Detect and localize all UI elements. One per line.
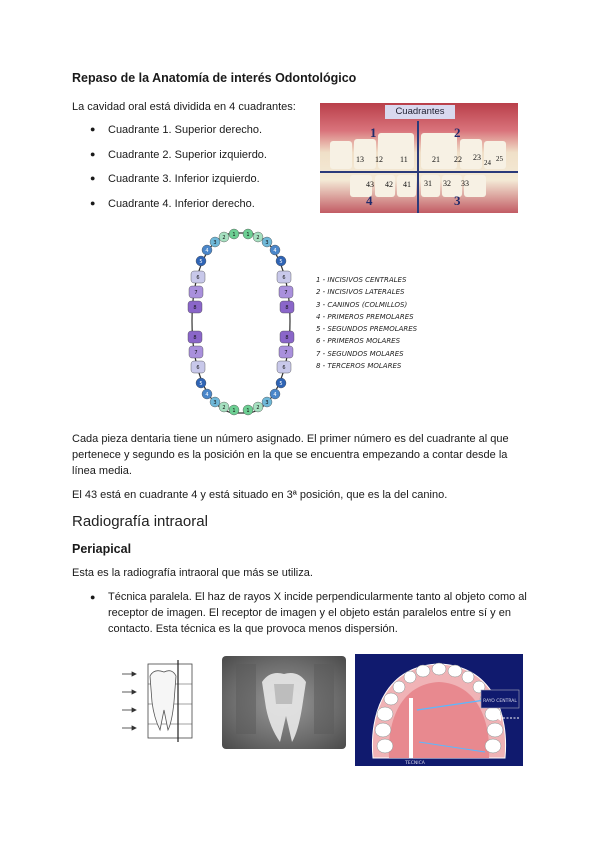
tooth-number: 25	[496, 155, 503, 163]
legend-item: 2 - INCISIVOS LATERALES	[316, 288, 405, 297]
intro-text: La cavidad oral está dividida en 4 cuadrantes:	[72, 101, 296, 113]
tooth-number: 32	[443, 179, 451, 188]
list-item-text: Técnica paralela. El haz de rayos X incide perpendicularmente tanto al objeto como al receptor de imagen. El receptor de imagen y el objeto están paralelos entre sí y en contacto. Esta técnica es la que provoca menos dispersión.	[108, 591, 527, 635]
arch-tooth-number: 8	[193, 334, 197, 341]
legend-item: 5 - SEGUNDOS PREMOLARES	[316, 325, 418, 334]
legend-item: 8 - TERCEROS MOLARES	[316, 362, 402, 371]
legend-item: 1 - INCISIVOS CENTRALES	[316, 276, 407, 284]
arch-tooth-number: 3	[213, 239, 217, 246]
arch-tooth-number: 8	[193, 304, 197, 311]
tooth-number: 22	[454, 155, 462, 164]
arch-technique-illustration	[355, 654, 523, 766]
bullet-icon: ●	[90, 592, 96, 602]
arch-tooth-number: 6	[282, 274, 286, 281]
tooth-number: 11	[400, 155, 408, 164]
arch-tooth-number: 4	[273, 391, 277, 398]
central-ray-label: RAYO CENTRAL	[483, 699, 517, 704]
arch-tooth-number: 1	[232, 407, 236, 414]
tooth-number: 41	[403, 180, 411, 189]
list-item	[90, 124, 263, 136]
list-item-text: Cuadrante 4. Inferior derecho.	[108, 198, 255, 210]
bullet-icon: ●	[90, 124, 96, 134]
arch-tooth-number: 5	[279, 258, 283, 265]
arch-tooth-number: 5	[279, 380, 283, 387]
arch-tooth-number: 6	[196, 274, 200, 281]
tooth-number: 21	[432, 155, 440, 164]
tooth-number: 43	[366, 180, 374, 189]
arch-tooth-number: 5	[199, 380, 203, 387]
list-item	[90, 589, 528, 637]
bullet-icon: ●	[90, 173, 96, 183]
paragraph: Cada pieza dentaria tiene un número asignado. El primer número es del cuadrante al que pertenece y segundo es la posición en la que se encuentra empezando a contar desde la línea media.	[72, 433, 509, 477]
radiograph-image	[222, 656, 346, 749]
arch-tooth-number: 1	[232, 231, 236, 238]
arch-tooth-number: 7	[284, 289, 288, 296]
paragraph: Esta es la radiografía intraoral que más se utiliza.	[72, 567, 313, 579]
arch-tooth-number: 2	[222, 234, 226, 241]
arch-tooth-number: 7	[194, 349, 198, 356]
quadrants-photo	[320, 103, 518, 213]
arch-tooth-number: 1	[246, 407, 250, 414]
arch-tooth-number: 3	[265, 399, 269, 406]
subsection-heading: Periapical	[72, 542, 132, 556]
arch-tooth-number: 6	[196, 364, 200, 371]
arch-tooth-number: 4	[205, 247, 209, 254]
arch-tooth-number: 5	[199, 258, 203, 265]
arch-tooth-number: 4	[205, 391, 209, 398]
bullet-icon: ●	[90, 198, 96, 208]
arch-tooth-number: 1	[246, 231, 250, 238]
list-item	[90, 198, 255, 210]
legend-item: 7 - SEGUNDOS MOLARES	[316, 349, 404, 358]
arch-tooth-number: 6	[282, 364, 286, 371]
page-title: Repaso de la Anatomía de interés Odontológico	[72, 71, 357, 85]
tooth-legend	[316, 274, 417, 372]
tooth-number: 24	[484, 159, 491, 167]
arch-tooth-number: 8	[285, 334, 289, 341]
bullet-icon: ●	[90, 149, 96, 159]
arch-tooth-number: 2	[222, 404, 226, 411]
list-item-text: Cuadrante 1. Superior derecho.	[108, 124, 263, 136]
list-item	[90, 149, 267, 161]
quadrant-number: 3	[454, 193, 461, 208]
list-item-text: Cuadrante 3. Inferior izquierdo.	[108, 173, 260, 185]
arch-tooth-number: 7	[194, 289, 198, 296]
quadrant-number: 1	[370, 125, 377, 140]
quadrants-label: Cuadrantes	[385, 105, 455, 119]
arch-tooth-number: 2	[256, 404, 260, 411]
arch-tooth-number: 3	[213, 399, 217, 406]
arch-tooth-number: 4	[273, 247, 277, 254]
arch-tooth-number: 2	[256, 234, 260, 241]
tooth-number: 12	[375, 155, 383, 164]
section-heading: Radiografía intraoral	[72, 513, 208, 530]
arch-tooth-number: 8	[285, 304, 289, 311]
legend-item: 3 - CANINOS (COLMILLOS)	[316, 300, 408, 309]
tooth-number: 33	[461, 179, 469, 188]
list-item	[90, 173, 260, 185]
quadrant-number: 2	[454, 125, 461, 140]
tooth-number: 13	[356, 155, 364, 164]
tooth-number: 23	[473, 153, 481, 162]
paragraph: El 43 está en cuadrante 4 y está situado en 3ª posición, que es la del canino.	[72, 489, 448, 501]
tooth-number: 42	[385, 180, 393, 189]
arch-tooth-number: 3	[265, 239, 269, 246]
arch-tooth-number: 7	[284, 349, 288, 356]
legend-item: 4 - PRIMEROS PREMOLARES	[316, 312, 414, 321]
technique-label: TECNICA	[405, 761, 425, 766]
legend-item: 6 - PRIMEROS MOLARES	[316, 337, 401, 346]
tooth-number: 31	[424, 179, 432, 188]
quadrant-number: 4	[366, 193, 373, 208]
dental-arch-diagram	[178, 225, 304, 419]
parallel-technique-diagram	[118, 658, 210, 746]
list-item-text: Cuadrante 2. Superior izquierdo.	[108, 149, 267, 161]
